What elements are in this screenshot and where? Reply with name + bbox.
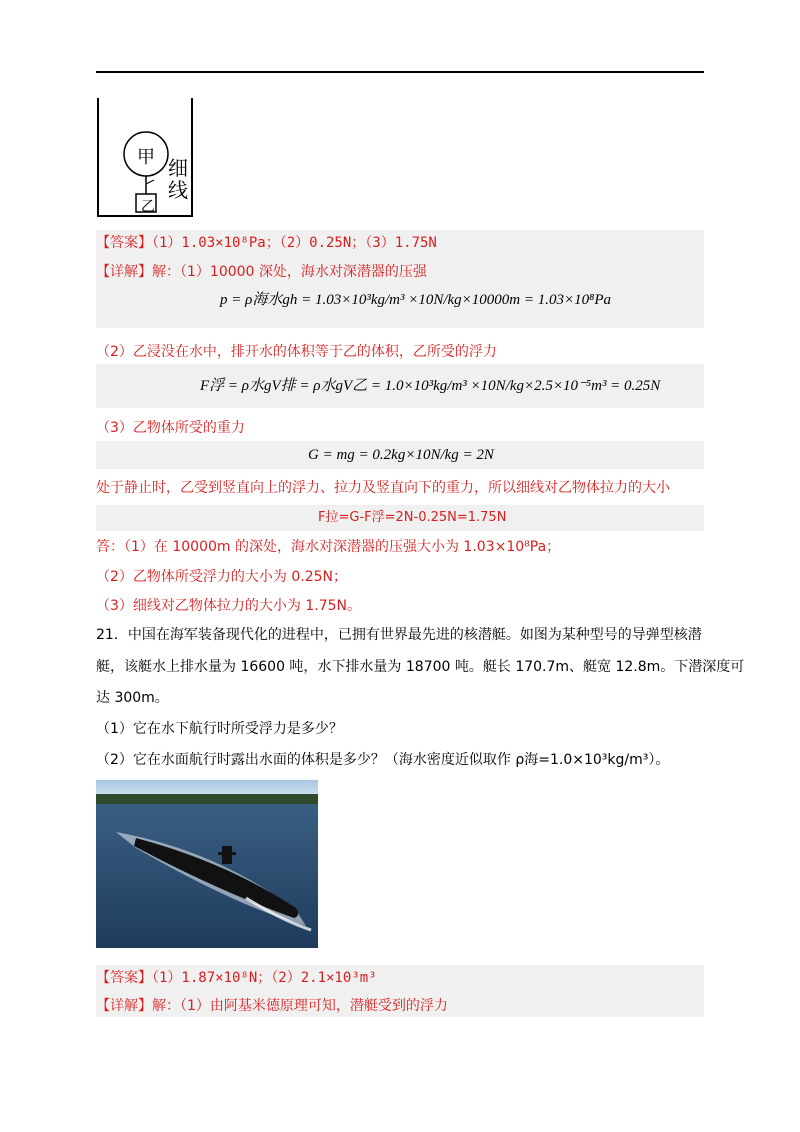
detail-tag: 【详解】 — [96, 264, 152, 280]
detail-line-4: 处于静止时，乙受到竖直向上的浮力、拉力及竖直向下的重力，所以细线对乙物体拉力的大小 — [96, 480, 670, 496]
detail-line-21 — [96, 996, 448, 1016]
question-21-line-2: 艇，该艇水上排水量为 16600 吨，水下排水量为 18700 吨。艇长 170.7m、艇宽 12.8m。下潜深度可 — [96, 659, 745, 675]
answer-text-21: （1）1.87×10⁸N；（2）2.1×10³m³ — [152, 970, 377, 986]
detail-line-2: （2）乙浸没在水中，排开水的体积等于乙的体积，乙所受的浮力 — [96, 344, 497, 360]
detail-line-3: （3）乙物体所受的重力 — [96, 420, 245, 436]
equation-pressure: p = ρ海水gh = 1.03×10³kg/m³ ×10N/kg×10000m = 1.03×10⁸Pa — [220, 292, 611, 308]
detail-text-21: 解：（1）由阿基米德原理可知，潜艇受到的浮力 — [152, 998, 448, 1014]
equation-tension: F拉=G-F浮=2N-0.25N=1.75N — [318, 510, 507, 525]
ball-label: 甲 — [137, 147, 155, 168]
answer-line — [96, 233, 437, 253]
answer-tag: 【答案】 — [96, 235, 152, 251]
answer-line-21 — [96, 968, 377, 988]
question-21-sub-2: （2）它在水面航行时露出水面的体积是多少？（海水密度近似取作 ρ海=1.0×10³kg/m³）。 — [96, 752, 670, 768]
detail-text-1: 解：（1）10000 深处，海水对深潜器的压强 — [152, 264, 427, 280]
question-21-line-1: 21．中国在海军装备现代化的进程中，已拥有世界最先进的核潜艇。如图为某种型号的导弹型核潜 — [96, 627, 702, 643]
string-label-1: 细 — [168, 156, 188, 180]
conclusion-2: （2）乙物体所受浮力的大小为 0.25N； — [96, 569, 348, 585]
detail-line-1 — [96, 262, 427, 282]
detail-tag-21: 【详解】 — [96, 998, 152, 1014]
conclusion-1: 答：（1）在 10000m 的深处，海水对深潜器的压强大小为 1.03×10⁸Pa； — [96, 539, 561, 555]
conclusion-3: （3）细线对乙物体拉力的大小为 1.75N。 — [96, 598, 362, 614]
string-label-2: 线 — [168, 178, 188, 202]
question-21-sub-1: （1）它在水下航行时所受浮力是多少？ — [96, 721, 343, 737]
block-label: 乙 — [141, 199, 155, 215]
submarine-photo — [96, 780, 318, 948]
answer-text: （1）1.03×10⁸Pa；（2）0.25N；（3）1.75N — [152, 235, 437, 251]
header-rule — [96, 71, 704, 73]
equation-gravity: G = mg = 0.2kg×10N/kg = 2N — [308, 447, 494, 463]
equation-buoyancy: F浮 = ρ水gV排 = ρ水gV乙 = 1.0×10³kg/m³ ×10N/kg×2.5×10⁻⁵m³ = 0.25N — [200, 378, 661, 394]
question-21-line-3: 达 300m。 — [96, 690, 169, 706]
answer-tag-21: 【答案】 — [96, 970, 152, 986]
